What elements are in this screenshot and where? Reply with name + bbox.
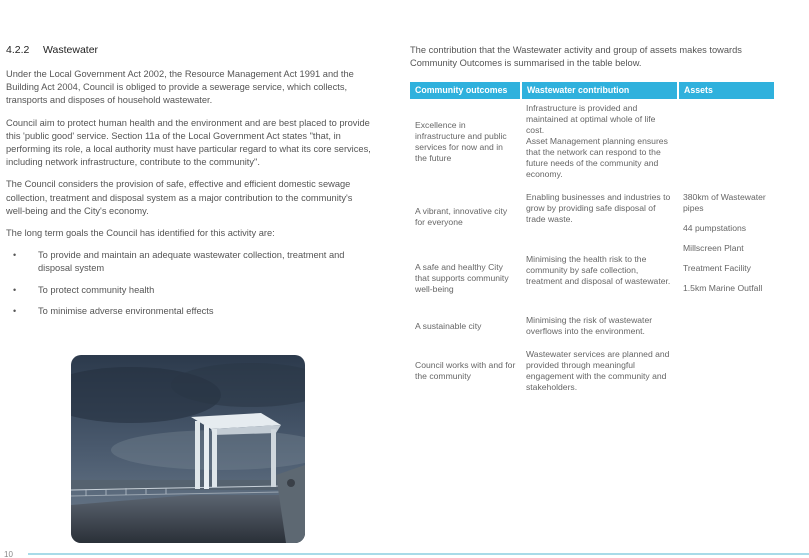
asset-item: Treatment Facility	[683, 263, 751, 274]
paragraph-contribution: The Council considers the provision of safe, effective and efficient domestic sewage collection, treatment and disposal system as a major contribution to the community's well-being and the City's economy.	[6, 179, 353, 216]
bullet-icon: •	[13, 305, 17, 316]
column-header: Assets	[678, 82, 774, 99]
contribution-cell: Wastewater services are planned and provided through meaningful engagement with the community and stakeholders.	[526, 349, 670, 393]
goals-list	[6, 249, 372, 318]
contribution-cell: Minimising the risk of wastewater overflows into the environment.	[526, 315, 653, 337]
table-header-row	[410, 82, 774, 99]
table-row	[410, 99, 774, 188]
bullet-icon: •	[13, 250, 17, 261]
bullet-icon: •	[13, 284, 17, 295]
paragraph-legislation: Under the Local Government Act 2002, the Resource Management Act 1991 and the Building Act 2004, Council is obliged to provide a sewerage service, which collects, transports and disposes of household wastewater.	[6, 69, 354, 106]
list-item	[6, 284, 372, 297]
list-item	[6, 249, 372, 275]
column-header: Community outcomes	[410, 82, 521, 99]
goal-text: To minimise adverse environmental effects	[38, 305, 214, 316]
contribution-cell: Infrastructure is provided and maintained at optimal whole of life cost. Asset Management planning ensures that the network can respond to the future needs of the community and economy.	[526, 103, 668, 180]
pier-photo-illustration	[71, 355, 305, 543]
paragraph-goals-intro: The long term goals the Council has identified for this activity are:	[6, 228, 275, 239]
contribution-cell: Minimising the health risk to the community by safe collection, treatment and disposal of wastewater.	[526, 253, 671, 286]
goal-text: To protect community health	[38, 284, 155, 295]
right-column	[410, 44, 776, 401]
footer-divider	[28, 553, 809, 555]
outcome-cell: A safe and healthy City that supports community well-being	[415, 262, 509, 295]
contribution-cell: Enabling businesses and industries to grow by providing safe disposal of trade waste.	[526, 192, 671, 225]
asset-item: 1.5km Marine Outfall	[683, 283, 763, 294]
outcome-cell: Council works with and for the community	[415, 360, 516, 382]
outcome-cell: Excellence in infrastructure and public services for now and in the future	[415, 119, 507, 163]
paragraph-public-good: Council aim to protect human health and the environment and are best placed to provide this 'public good' service. Section 11a of the Local Government Act states "that, in performing its role, a local authority must have particular regard to what its core services, including network infrastructure, contribute to the community".	[6, 117, 371, 168]
table-row	[410, 188, 774, 250]
assets-cell	[678, 188, 774, 311]
assets-cell-empty	[678, 345, 774, 401]
column-header: Wastewater contribution	[521, 82, 678, 99]
community-outcomes-table	[410, 82, 774, 401]
table-intro: The contribution that the Wastewater activity and group of assets makes towards Community Outcomes is summarised in the table below.	[410, 45, 742, 69]
asset-item: 44 pumpstations	[683, 223, 747, 234]
outcome-cell: A sustainable city	[415, 320, 482, 331]
asset-item: Millscreen Plant	[683, 243, 744, 254]
list-item	[6, 305, 372, 318]
section-title: Wastewater	[43, 44, 99, 56]
page-number: 10	[4, 550, 13, 558]
table-row	[410, 345, 774, 401]
left-column	[6, 44, 372, 326]
asset-item: 380km of Wastewater pipes	[683, 192, 766, 214]
goal-text: To provide and maintain an adequate wastewater collection, treatment and disposal system	[38, 250, 345, 274]
assets-cell-empty	[678, 99, 774, 188]
outcome-cell: A vibrant, innovative city for everyone	[415, 206, 508, 228]
section-number: 4.2.2	[6, 44, 30, 56]
pier-photo	[71, 355, 305, 543]
table-row	[410, 311, 774, 345]
assets-cell-empty	[678, 311, 774, 345]
section-heading	[6, 44, 372, 56]
